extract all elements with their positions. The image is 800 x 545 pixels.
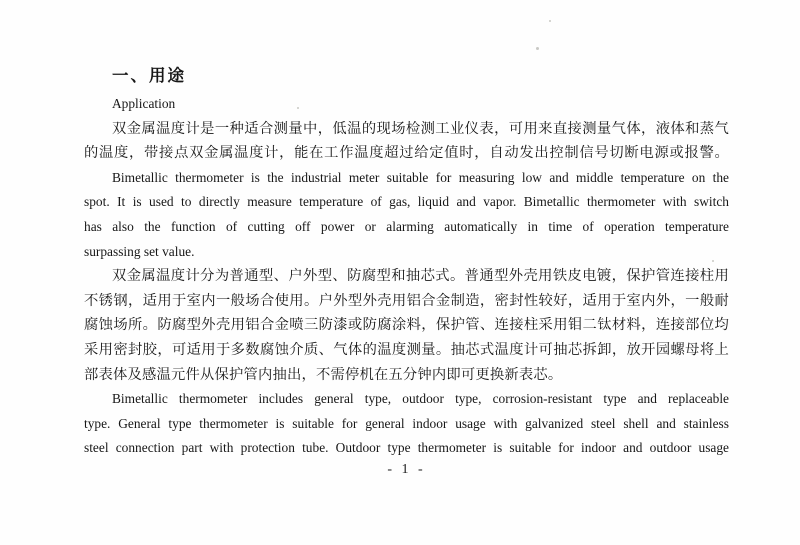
text-line: 采用密封胶，可适用于多数腐蚀介质、气体的温度测量。抽芯式温度计可抽芯拆卸，放开园螺母将上 <box>84 341 729 358</box>
text-line: Bimetallic thermometer includes general type, outdoor type, corrosion-resistant type and replaceable <box>112 391 729 407</box>
paragraph-zh-types <box>84 264 729 387</box>
text-line: spot. It is used to directly measure temperature of gas, liquid and vapor. Bimetallic thermometer with switch <box>84 194 729 210</box>
text-line: 部表体及感温元件从保护管内抽出，不需停机在五分钟内即可更换新表芯。 <box>84 366 563 383</box>
text-line: type. General type thermometer is suitable for general indoor usage with galvanized steel shell and stainless <box>84 415 729 431</box>
page-content <box>84 64 729 461</box>
scan-speck <box>549 20 551 22</box>
text-line: steel connection part with protection tube. Outdoor type thermometer is suitable for indoor and outdoor usage <box>84 440 729 456</box>
text-line: has also the function of cutting off power or alarming automatically in time of operation temperature <box>84 218 729 234</box>
paragraph-en-intro <box>84 166 729 264</box>
section-heading-en: Application <box>112 96 176 111</box>
scan-speck <box>536 47 539 50</box>
text-line: 双金属温度计分为普通型、户外型、防腐型和抽芯式。普通型外壳用铁皮电镀，保护管连接柱用 <box>112 268 729 285</box>
page-number: - 1 - <box>387 462 426 477</box>
paragraph-zh-intro <box>84 117 729 166</box>
text-line: 双金属温度计是一种适合测量中，低温的现场检测工业仪表，可用来直接测量气体，液体和蒸气 <box>112 120 729 137</box>
text-line: 腐蚀场所。防腐型外壳用铝合金喷三防漆或防腐涂料，保护管、连接柱采用钼二钛材料，连接部位均 <box>84 317 729 334</box>
text-line: 不锈钢，适用于室内一般场合使用。户外型外壳用铝合金制造，密封性较好，适用于室内外，一般耐 <box>84 292 729 309</box>
paragraph-en-types <box>84 387 729 461</box>
text-line: Bimetallic thermometer is the industrial meter suitable for measuring low and middle temperature on the <box>112 169 729 185</box>
text-line: 的温度，带接点双金属温度计，能在工作温度超过给定值时，自动发出控制信号切断电源或报警。 <box>84 145 729 162</box>
section-heading-zh: 一、用途 <box>112 67 186 85</box>
text-line: surpassing set value. <box>84 243 195 259</box>
